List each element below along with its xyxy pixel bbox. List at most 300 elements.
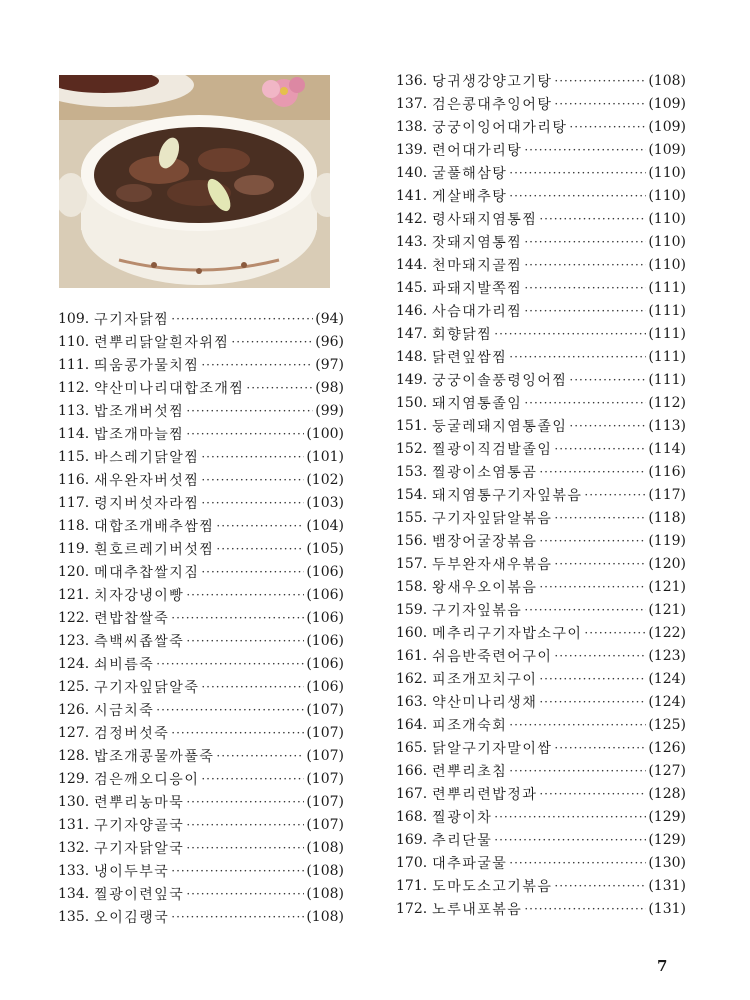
toc-entry-page: (120) <box>648 555 686 572</box>
toc-entry-page: (110) <box>648 233 686 250</box>
toc-entry-page: (111) <box>648 302 686 319</box>
toc-leader-dots <box>539 534 646 548</box>
toc-entry-number: 160. <box>396 624 428 641</box>
toc-entry-number: 158. <box>396 578 428 595</box>
toc-entry <box>396 897 686 920</box>
toc-entry-page: (106) <box>306 655 344 672</box>
toc-entry <box>396 529 686 552</box>
toc-entry <box>58 537 344 560</box>
toc-entry-page: (94) <box>315 310 344 327</box>
toc-entry <box>396 161 686 184</box>
toc-entry-title: 새우완자버섯찜 <box>94 472 200 489</box>
toc-entry-number: 171. <box>396 877 428 894</box>
toc-entry-number: 134. <box>58 885 90 902</box>
toc-leader-dots <box>554 74 646 88</box>
toc-entry-page: (107) <box>306 747 344 764</box>
toc-entry-title: 두부완자새우볶음 <box>432 556 553 573</box>
toc-entry <box>58 744 344 767</box>
toc-entry <box>396 713 686 736</box>
toc-entry <box>396 460 686 483</box>
toc-leader-dots <box>524 304 646 318</box>
toc-entry-title: 시금치죽 <box>94 702 155 719</box>
toc-entry-page: (109) <box>648 95 686 112</box>
dish-photo <box>59 75 330 288</box>
toc-entry-title: 오이김랭국 <box>94 909 170 926</box>
toc-entry-page: (117) <box>648 486 686 503</box>
toc-entry <box>396 483 686 506</box>
toc-entry-title: 검정버섯죽 <box>94 725 170 742</box>
toc-leader-dots <box>584 626 646 640</box>
toc-entry-number: 165. <box>396 739 428 756</box>
toc-entry-page: (119) <box>648 532 686 549</box>
toc-entry-number: 109. <box>58 310 90 327</box>
toc-entry <box>396 391 686 414</box>
toc-leader-dots <box>186 427 304 441</box>
toc-entry <box>58 330 344 353</box>
toc-entry <box>396 230 686 253</box>
toc-entry-page: (102) <box>306 471 344 488</box>
toc-entry-title: 쉬음반죽련어구이 <box>432 648 553 665</box>
toc-leader-dots <box>524 603 646 617</box>
toc-entry <box>58 422 344 445</box>
toc-leader-dots <box>156 657 304 671</box>
toc-entry-number: 143. <box>396 233 428 250</box>
toc-entry <box>396 69 686 92</box>
toc-entry-title: 사슴대가리찜 <box>432 303 523 320</box>
toc-leader-dots <box>156 703 304 717</box>
toc-entry-page: (131) <box>648 900 686 917</box>
toc-entry <box>396 598 686 621</box>
toc-entry-number: 133. <box>58 862 90 879</box>
toc-entry-page: (110) <box>648 210 686 227</box>
toc-entry <box>396 138 686 161</box>
toc-entry <box>396 322 686 345</box>
toc-entry <box>396 276 686 299</box>
toc-entry <box>58 629 344 652</box>
toc-entry-number: 119. <box>58 540 90 557</box>
toc-entry-page: (107) <box>306 701 344 718</box>
toc-entry <box>396 414 686 437</box>
toc-entry-title: 구기자잎볶음 <box>432 602 523 619</box>
toc-entry-page: (97) <box>315 356 344 373</box>
toc-entry-number: 130. <box>58 793 90 810</box>
toc-leader-dots <box>524 281 646 295</box>
toc-entry-title: 측백씨좁쌀죽 <box>94 633 185 650</box>
toc-leader-dots <box>524 902 646 916</box>
toc-entry <box>396 575 686 598</box>
toc-entry-page: (106) <box>306 609 344 626</box>
toc-leader-dots <box>494 327 646 341</box>
toc-entry-number: 125. <box>58 678 90 695</box>
toc-leader-dots <box>509 350 646 364</box>
toc-entry-title: 추리단물 <box>432 832 493 849</box>
toc-entry-number: 155. <box>396 509 428 526</box>
toc-entry <box>58 652 344 675</box>
toc-entry <box>58 606 344 629</box>
toc-entry <box>58 514 344 537</box>
toc-entry-title: 도마도소고기볶음 <box>432 878 553 895</box>
toc-entry-title: 찔광이직검발졸임 <box>432 441 553 458</box>
toc-leader-dots <box>539 695 646 709</box>
toc-entry-title: 잣돼지염통찜 <box>432 234 523 251</box>
toc-entry <box>58 790 344 813</box>
toc-entry <box>396 828 686 851</box>
toc-entry-title: 궁궁이잉어대가리탕 <box>432 119 568 136</box>
toc-entry-number: 116. <box>58 471 90 488</box>
toc-entry <box>396 437 686 460</box>
toc-entry-title: 당귀생강양고기탕 <box>432 73 553 90</box>
toc-entry-number: 153. <box>396 463 428 480</box>
toc-entry-number: 156. <box>396 532 428 549</box>
toc-entry-title: 찔광이차 <box>432 809 493 826</box>
toc-leader-dots <box>539 787 646 801</box>
toc-entry-number: 131. <box>58 816 90 833</box>
toc-entry-number: 163. <box>396 693 428 710</box>
toc-entry-title: 찔광이련잎국 <box>94 886 185 903</box>
toc-entry-number: 151. <box>396 417 428 434</box>
toc-entry-page: (98) <box>315 379 344 396</box>
toc-entry <box>58 445 344 468</box>
toc-entry <box>58 767 344 790</box>
toc-entry-number: 112. <box>58 379 90 396</box>
toc-entry <box>396 851 686 874</box>
toc-entry-title: 냉이두부국 <box>94 863 170 880</box>
toc-entry-number: 162. <box>396 670 428 687</box>
toc-leader-dots <box>524 396 646 410</box>
page-number: 7 <box>657 957 668 975</box>
toc-entry <box>58 675 344 698</box>
toc-entry <box>396 184 686 207</box>
toc-entry-page: (121) <box>648 578 686 595</box>
toc-entry-page: (124) <box>648 670 686 687</box>
toc-entry <box>58 307 344 330</box>
toc-entry <box>58 859 344 882</box>
toc-entry <box>58 698 344 721</box>
toc-entry-page: (96) <box>315 333 344 350</box>
toc-entry-number: 168. <box>396 808 428 825</box>
toc-entry-number: 145. <box>396 279 428 296</box>
toc-entry <box>396 253 686 276</box>
toc-entry-number: 129. <box>58 770 90 787</box>
toc-entry-page: (107) <box>306 724 344 741</box>
toc-entry-page: (107) <box>306 793 344 810</box>
toc-entry-number: 148. <box>396 348 428 365</box>
toc-entry-title: 바스레기닭알찜 <box>94 449 200 466</box>
toc-leader-dots <box>216 749 304 763</box>
toc-leader-dots <box>246 381 313 395</box>
toc-entry <box>396 368 686 391</box>
toc-entry-title: 돼지염통구기자잎볶음 <box>432 487 583 504</box>
toc-entry-title: 천마돼지골찜 <box>432 257 523 274</box>
toc-entry <box>58 905 344 928</box>
toc-entry-page: (99) <box>315 402 344 419</box>
toc-entry-page: (131) <box>648 877 686 894</box>
toc-leader-dots <box>201 680 304 694</box>
toc-entry-number: 113. <box>58 402 90 419</box>
toc-entry-page: (112) <box>648 394 686 411</box>
toc-leader-dots <box>509 764 646 778</box>
toc-leader-dots <box>186 841 304 855</box>
toc-right-column <box>396 69 686 920</box>
toc-leader-dots <box>509 718 646 732</box>
toc-leader-dots <box>554 649 646 663</box>
toc-entry-title: 게살배추탕 <box>432 188 508 205</box>
toc-entry-title: 련뿌리농마묵 <box>94 794 185 811</box>
toc-leader-dots <box>554 442 646 456</box>
toc-entry-title: 굴풀해삼탕 <box>432 165 508 182</box>
toc-entry-title: 구기자잎닭알볶음 <box>432 510 553 527</box>
toc-entry-page: (111) <box>648 325 686 342</box>
toc-entry-page: (107) <box>306 770 344 787</box>
toc-entry-title: 뱀장어굴장볶음 <box>432 533 538 550</box>
toc-entry-title: 닭알구기자말이쌈 <box>432 740 553 757</box>
toc-entry-number: 120. <box>58 563 90 580</box>
toc-entry-number: 170. <box>396 854 428 871</box>
toc-entry-number: 117. <box>58 494 90 511</box>
toc-entry-page: (126) <box>648 739 686 756</box>
toc-entry-number: 118. <box>58 517 90 534</box>
toc-leader-dots <box>171 611 304 625</box>
toc-entry-number: 122. <box>58 609 90 626</box>
toc-entry <box>396 874 686 897</box>
toc-entry-number: 123. <box>58 632 90 649</box>
toc-entry-page: (101) <box>306 448 344 465</box>
toc-entry-number: 121. <box>58 586 90 603</box>
toc-entry <box>396 299 686 322</box>
toc-entry-title: 약산미나리생채 <box>432 694 538 711</box>
toc-entry-title: 련뿌리련밥정과 <box>432 786 538 803</box>
toc-entry-title: 련뿌리닭알흰자위찜 <box>94 334 230 351</box>
toc-entry-number: 167. <box>396 785 428 802</box>
toc-entry-title: 구기자닭찜 <box>94 311 170 328</box>
toc-entry <box>58 468 344 491</box>
toc-entry <box>396 667 686 690</box>
toc-entry <box>58 583 344 606</box>
toc-entry-number: 128. <box>58 747 90 764</box>
toc-entry-number: 172. <box>396 900 428 917</box>
toc-entry-number: 142. <box>396 210 428 227</box>
toc-entry <box>396 759 686 782</box>
toc-entry-title: 메추리구기자밥소구이 <box>432 625 583 642</box>
toc-entry-title: 대합조개배추쌈찜 <box>94 518 215 535</box>
toc-entry-page: (114) <box>648 440 686 457</box>
toc-entry-title: 쇠비름죽 <box>94 656 155 673</box>
toc-entry-title: 검은콩대추잉어탕 <box>432 96 553 113</box>
toc-leader-dots <box>554 741 646 755</box>
toc-entry-title: 파돼지발쪽찜 <box>432 280 523 297</box>
toc-entry-page: (105) <box>306 540 344 557</box>
toc-entry <box>58 399 344 422</box>
toc-entry-page: (106) <box>306 678 344 695</box>
toc-entry-page: (100) <box>306 425 344 442</box>
toc-leader-dots <box>524 235 646 249</box>
toc-entry-page: (108) <box>306 885 344 902</box>
toc-entry <box>396 644 686 667</box>
toc-leader-dots <box>584 488 646 502</box>
toc-entry-page: (107) <box>306 816 344 833</box>
toc-entry <box>396 805 686 828</box>
toc-entry <box>58 721 344 744</box>
toc-entry-title: 찔광이소염통곰 <box>432 464 538 481</box>
toc-entry-title: 구기자닭알국 <box>94 840 185 857</box>
toc-entry-page: (106) <box>306 586 344 603</box>
toc-leader-dots <box>524 143 646 157</box>
toc-entry-number: 132. <box>58 839 90 856</box>
toc-entry-number: 159. <box>396 601 428 618</box>
toc-entry <box>58 491 344 514</box>
toc-entry-page: (118) <box>648 509 686 526</box>
toc-leader-dots <box>554 879 646 893</box>
toc-entry-page: (128) <box>648 785 686 802</box>
toc-entry-number: 164. <box>396 716 428 733</box>
toc-leader-dots <box>186 818 304 832</box>
toc-entry-page: (104) <box>306 517 344 534</box>
toc-entry-title: 노루내포볶음 <box>432 901 523 918</box>
toc-leader-dots <box>494 833 646 847</box>
toc-leader-dots <box>171 726 304 740</box>
toc-entry-number: 152. <box>396 440 428 457</box>
toc-entry-title: 령사돼지염통찜 <box>432 211 538 228</box>
toc-entry-title: 구기자양골국 <box>94 817 185 834</box>
toc-entry-page: (129) <box>648 808 686 825</box>
toc-leader-dots <box>554 557 646 571</box>
toc-entry <box>58 836 344 859</box>
toc-leader-dots <box>509 856 646 870</box>
toc-leader-dots <box>569 419 646 433</box>
toc-entry-title: 왕새우오이볶음 <box>432 579 538 596</box>
toc-entry-number: 157. <box>396 555 428 572</box>
toc-entry-page: (109) <box>648 118 686 135</box>
toc-entry <box>396 115 686 138</box>
toc-entry-title: 검은깨오디응이 <box>94 771 200 788</box>
toc-entry-title: 련뿌리초침 <box>432 763 508 780</box>
toc-entry-title: 령지버섯자라찜 <box>94 495 200 512</box>
toc-entry-page: (110) <box>648 164 686 181</box>
toc-entry <box>396 690 686 713</box>
toc-entry-title: 밥조개마늘찜 <box>94 426 185 443</box>
toc-entry <box>58 560 344 583</box>
toc-entry-number: 124. <box>58 655 90 672</box>
toc-leader-dots <box>494 810 646 824</box>
toc-entry-number: 127. <box>58 724 90 741</box>
toc-entry-title: 궁궁이솔풍령잉어찜 <box>432 372 568 389</box>
toc-entry-number: 136. <box>396 72 428 89</box>
toc-leader-dots <box>524 258 646 272</box>
toc-entry-number: 146. <box>396 302 428 319</box>
toc-entry-title: 메대추찹쌀지짐 <box>94 564 200 581</box>
toc-entry-title: 약산미나리대합조개찜 <box>94 380 245 397</box>
toc-entry-page: (108) <box>306 908 344 925</box>
toc-leader-dots <box>201 496 304 510</box>
toc-entry-page: (110) <box>648 256 686 273</box>
toc-entry-number: 114. <box>58 425 90 442</box>
toc-leader-dots <box>171 910 304 924</box>
toc-entry-number: 141. <box>396 187 428 204</box>
toc-entry <box>58 813 344 836</box>
toc-entry-number: 115. <box>58 448 90 465</box>
toc-leader-dots <box>201 565 304 579</box>
toc-leader-dots <box>216 519 304 533</box>
toc-entry-page: (130) <box>648 854 686 871</box>
toc-entry-number: 154. <box>396 486 428 503</box>
toc-entry-number: 110. <box>58 333 90 350</box>
toc-leader-dots <box>509 166 646 180</box>
toc-entry-page: (116) <box>648 463 686 480</box>
toc-entry-number: 137. <box>396 95 428 112</box>
toc-entry-page: (108) <box>306 839 344 856</box>
toc-leader-dots <box>186 887 304 901</box>
toc-entry <box>396 621 686 644</box>
toc-entry-page: (108) <box>306 862 344 879</box>
toc-entry-page: (110) <box>648 187 686 204</box>
toc-entry-page: (121) <box>648 601 686 618</box>
toc-leader-dots <box>201 358 313 372</box>
toc-entry-page: (125) <box>648 716 686 733</box>
toc-entry-title: 피조개숙회 <box>432 717 508 734</box>
toc-entry-page: (113) <box>648 417 686 434</box>
toc-leader-dots <box>509 189 646 203</box>
toc-entry-number: 138. <box>396 118 428 135</box>
toc-entry-page: (111) <box>648 279 686 296</box>
toc-entry <box>396 345 686 368</box>
toc-entry-page: (123) <box>648 647 686 664</box>
toc-entry <box>58 353 344 376</box>
toc-entry <box>396 207 686 230</box>
toc-entry-page: (111) <box>648 371 686 388</box>
toc-leader-dots <box>539 580 646 594</box>
toc-entry-page: (127) <box>648 762 686 779</box>
toc-leader-dots <box>554 511 646 525</box>
toc-leader-dots <box>201 772 304 786</box>
toc-entry-page: (124) <box>648 693 686 710</box>
toc-entry <box>58 376 344 399</box>
toc-leader-dots <box>569 373 646 387</box>
toc-entry-number: 149. <box>396 371 428 388</box>
toc-entry-number: 111. <box>58 356 90 373</box>
toc-leader-dots <box>216 542 304 556</box>
toc-leader-dots <box>186 634 304 648</box>
toc-leader-dots <box>186 588 304 602</box>
toc-entry-title: 련밥찹쌀죽 <box>94 610 170 627</box>
toc-leader-dots <box>201 473 304 487</box>
toc-entry-number: 140. <box>396 164 428 181</box>
toc-entry <box>396 506 686 529</box>
toc-entry-title: 돼지염통졸임 <box>432 395 523 412</box>
toc-entry-title: 련어대가리탕 <box>432 142 523 159</box>
toc-entry <box>58 882 344 905</box>
toc-leader-dots <box>201 450 304 464</box>
toc-entry <box>396 552 686 575</box>
toc-leader-dots <box>539 672 646 686</box>
toc-entry-title: 피조개꼬치구이 <box>432 671 538 688</box>
toc-entry-title: 대추파굴물 <box>432 855 508 872</box>
toc-entry-number: 126. <box>58 701 90 718</box>
toc-entry-title: 둥굴레돼지염통졸임 <box>432 418 568 435</box>
toc-entry-page: (106) <box>306 632 344 649</box>
toc-entry-page: (103) <box>306 494 344 511</box>
toc-entry <box>396 782 686 805</box>
toc-entry-title: 회향닭찜 <box>432 326 493 343</box>
toc-entry-title: 밥조개버섯찜 <box>94 403 185 420</box>
toc-entry-page: (129) <box>648 831 686 848</box>
toc-entry-number: 147. <box>396 325 428 342</box>
toc-leader-dots <box>569 120 646 134</box>
toc-entry-page: (111) <box>648 348 686 365</box>
toc-leader-dots <box>186 404 313 418</box>
toc-entry-page: (108) <box>648 72 686 89</box>
toc-entry-number: 169. <box>396 831 428 848</box>
toc-entry-page: (109) <box>648 141 686 158</box>
